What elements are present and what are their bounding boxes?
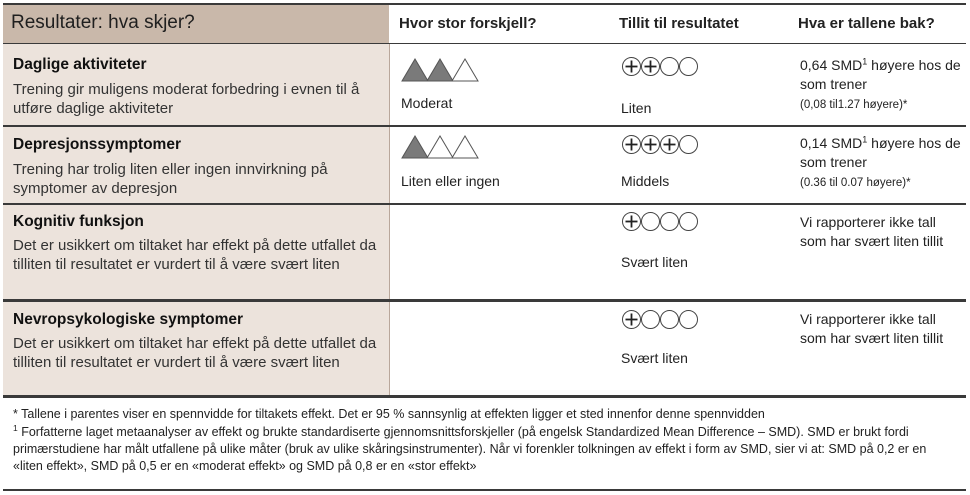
certainty-empty-icon xyxy=(661,58,679,76)
certainty-empty-icon xyxy=(661,213,679,231)
certainty-circles xyxy=(621,134,699,160)
certainty-plus-icon xyxy=(642,58,660,76)
row-description: Trening har trolig liten eller ingen innvirkning på symptomer av depresjon xyxy=(13,161,328,197)
certainty-plus-icon xyxy=(623,311,641,329)
rule-row-1 xyxy=(3,125,966,127)
filled-triangle-icon xyxy=(402,59,428,81)
certainty-circles xyxy=(621,56,699,82)
footnote-star: * Tallene i parentes viser en spennvidde for tiltakets effekt. Det er 95 % sannsynlig at effekten ligger et sted innenfor denne spennvidden xyxy=(13,407,765,421)
certainty-empty-icon xyxy=(680,58,698,76)
filled-triangle-icon xyxy=(402,136,428,158)
certainty-label: Svært liten xyxy=(621,350,688,366)
footnote-smd: $^1$ Forfatterne laget metaanalyser av effekt og brukte standardiserte gjennomsnittsforskjeller (på engelsk Standardized Mean Difference – SMD). SMD er brukt fordi primærstudiene har målt utfallene på ulike måter (bruk av ulike skåringsinstrumenter). Når vi forenkler tolkningen av effekt i form av SMD, sier vi at: SMD på 0,2 er en «liten effekt», SMD på 0,5 er en «moderat effekt» og SMD på 0,8 er en «stor effekt» xyxy=(13,422,927,473)
row-title: Daglige aktiviteter xyxy=(13,56,147,73)
certainty-empty-icon xyxy=(642,311,660,329)
confidence-interval: (0.36 til 0.07 høyere)* xyxy=(800,177,911,189)
certainty-plus-icon xyxy=(623,136,641,154)
rule-header xyxy=(3,43,966,44)
certainty-plus-icon xyxy=(642,136,660,154)
certainty-plus-icon xyxy=(661,136,679,154)
table-title: Resultater: hva skjer? xyxy=(11,12,195,33)
certainty-empty-icon xyxy=(680,136,698,154)
rule-row-4 xyxy=(3,395,966,398)
rule-row-3 xyxy=(3,299,966,302)
row-title: Nevropsykologiske symptomer xyxy=(13,311,244,328)
difference-label: Moderat xyxy=(401,95,453,111)
row-description: Det er usikkert om tiltaket har effekt på dette utfallet da tilliten til resultatet er vurdert til å være svært liten xyxy=(13,335,377,371)
filled-triangle-icon xyxy=(427,59,453,81)
empty-triangle-icon xyxy=(452,59,478,81)
effect-numbers: Vi rapporterer ikke tall som har svært liten tillit xyxy=(800,311,944,346)
effect-numbers: 0,64 SMD$^1$ høyere hos de som trener (0,08 til1.27 høyere)* xyxy=(800,56,961,111)
certainty-empty-icon xyxy=(680,213,698,231)
column-divider xyxy=(389,44,390,395)
empty-triangle-icon xyxy=(427,136,453,158)
certainty-empty-icon xyxy=(661,311,679,329)
difference-triangles xyxy=(401,58,479,87)
certainty-label: Middels xyxy=(621,173,670,189)
confidence-interval: (0,08 til1.27 høyere)* xyxy=(800,99,908,111)
certainty-circles xyxy=(621,211,699,237)
certainty-circles xyxy=(621,309,699,335)
header-numbers: Hva er tallene bak? xyxy=(798,15,935,32)
row-title: Kognitiv funksjon xyxy=(13,213,144,230)
certainty-empty-icon xyxy=(680,311,698,329)
effect-numbers: 0,14 SMD$^1$ høyere hos de som trener (0.36 til 0.07 høyere)* xyxy=(800,134,961,189)
certainty-empty-icon xyxy=(642,213,660,231)
rule-top xyxy=(3,3,966,5)
certainty-label: Liten xyxy=(621,100,652,116)
rule-bottom xyxy=(3,489,966,491)
row-description: Det er usikkert om tiltaket har effekt på dette utfallet da tilliten til resultatet er vurdert til å være svært liten xyxy=(13,237,377,273)
certainty-label: Svært liten xyxy=(621,254,688,270)
empty-triangle-icon xyxy=(452,136,478,158)
header-difference: Hvor stor forskjell? xyxy=(399,15,537,32)
header-certainty: Tillit til resultatet xyxy=(619,15,739,32)
effect-numbers: Vi rapporterer ikke tall som har svært liten tillit xyxy=(800,214,944,249)
results-table xyxy=(3,3,966,491)
difference-label: Liten eller ingen xyxy=(401,173,500,189)
rule-row-2 xyxy=(3,203,966,205)
row-description: Trening gir muligens moderat forbedring i evnen til å utføre daglige aktiviteter xyxy=(13,81,360,117)
row-title: Depresjonssymptomer xyxy=(13,136,181,153)
certainty-plus-icon xyxy=(623,58,641,76)
difference-triangles xyxy=(401,135,479,164)
certainty-plus-icon xyxy=(623,213,641,231)
